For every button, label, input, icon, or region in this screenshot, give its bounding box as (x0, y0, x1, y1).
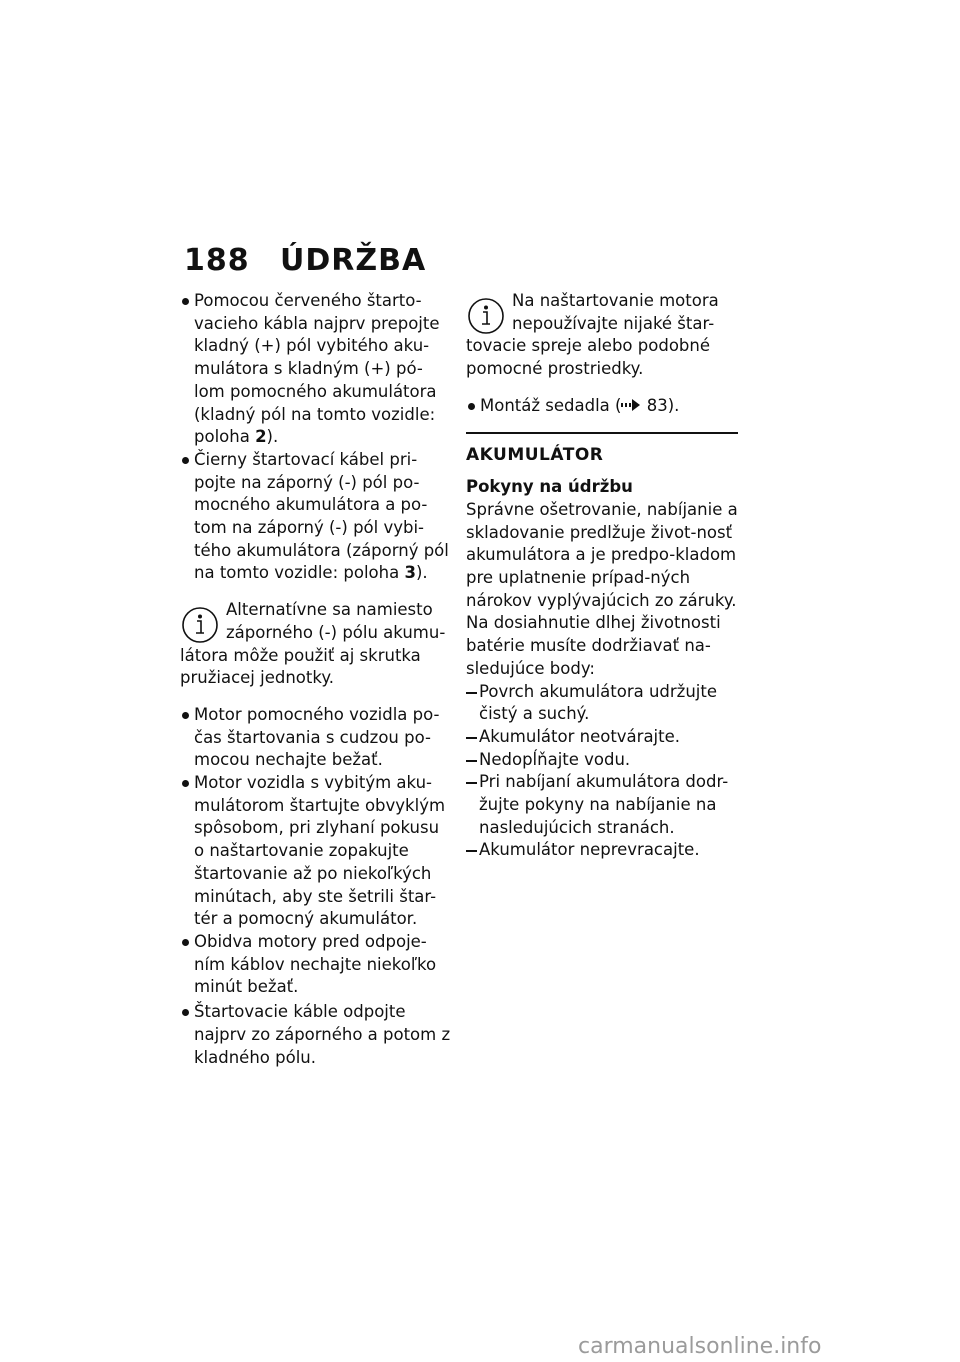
list-item: Pri nabíjaní akumulátora dodr-žujte pokyny na nabíjanie na nasledujúcich stranách. (466, 771, 738, 839)
list-item: Štartovacie káble odpojte najprv zo záporného a potom z kladného pólu. (180, 1001, 452, 1069)
paragraph: Na dosiahnutie dlhej životnosti batérie musíte dodržiavať na-sledujúce body: (466, 613, 721, 678)
paragraph: Správne ošetrovanie, nabíjanie a skladovanie predlžuje život-nosť akumulátora a je predpo-kladom pre uplatnenie prípad-ných nárokov vyplývajúcich zo záruky. (466, 499, 738, 610)
info-note: Na naštartovanie motora nepoužívajte nijaké štar- tovacie spreje alebo podobné pomocné prostriedky. (466, 291, 719, 379)
list-item: Montáž sedadla ( 83). (466, 395, 738, 418)
list-item: Obidva motory pred odpoje-ním káblov nechajte niekoľko minút bežať. (180, 931, 452, 999)
position-number: 2 (255, 427, 267, 447)
list-item: Akumulátor neprevracajte. (466, 839, 738, 862)
arrow-right-icon (621, 398, 641, 412)
section-title: ÚDRŽBA (280, 243, 427, 278)
page-reference: 83). (646, 395, 680, 415)
info-icon (180, 605, 220, 645)
list-item: Akumulátor neotvárajte. (466, 726, 738, 749)
list-item: Povrch akumulátora udržujte čistý a suchý. (466, 681, 738, 726)
watermark: carmanualsonline.info (578, 1334, 822, 1359)
section-divider (466, 432, 738, 434)
section-heading: AKUMULÁTOR (466, 444, 604, 465)
right-column (466, 290, 738, 862)
page-header (184, 243, 426, 278)
page-number: 188 (184, 243, 250, 278)
info-note: Alternatívne sa namiesto záporného (-) pólu akumu- látora môže použiť aj skrutka pružiacej jednotky. (180, 600, 446, 688)
position-number: 3 (404, 563, 416, 583)
info-icon (466, 296, 506, 336)
left-column (180, 290, 452, 1069)
list-item: Čierny štartovací kábel pri-pojte na záporný (-) pól po-mocného akumulátora a po-tom na záporný (-) pól vybi-tého akumulátora (záporný pól na tomto vozidle: poloha 3). (180, 449, 452, 585)
list-item: Pomocou červeného štarto-vacieho kábla najprv prepojte kladný (+) pól vybitého aku-mulátora s kladným (+) pó-lom pomocného akumulátora (kladný pól na tomto vozidle: poloha 2). (180, 290, 452, 449)
list-item: Motor vozidla s vybitým aku-mulátorom štartujte obvyklým spôsobom, pri zlyhaní pokusu o naštartovanie zopakujte štartovanie až po niekoľkých minútach, aby ste šetrili štar-tér a pomocný akumulátor. (180, 772, 452, 931)
subsection-heading: Pokyny na údržbu (466, 477, 633, 497)
list-item: Nedopĺňajte vodu. (466, 749, 738, 772)
list-item: Motor pomocného vozidla po-čas štartovania s cudzou po-mocou nechajte bežať. (180, 704, 452, 772)
